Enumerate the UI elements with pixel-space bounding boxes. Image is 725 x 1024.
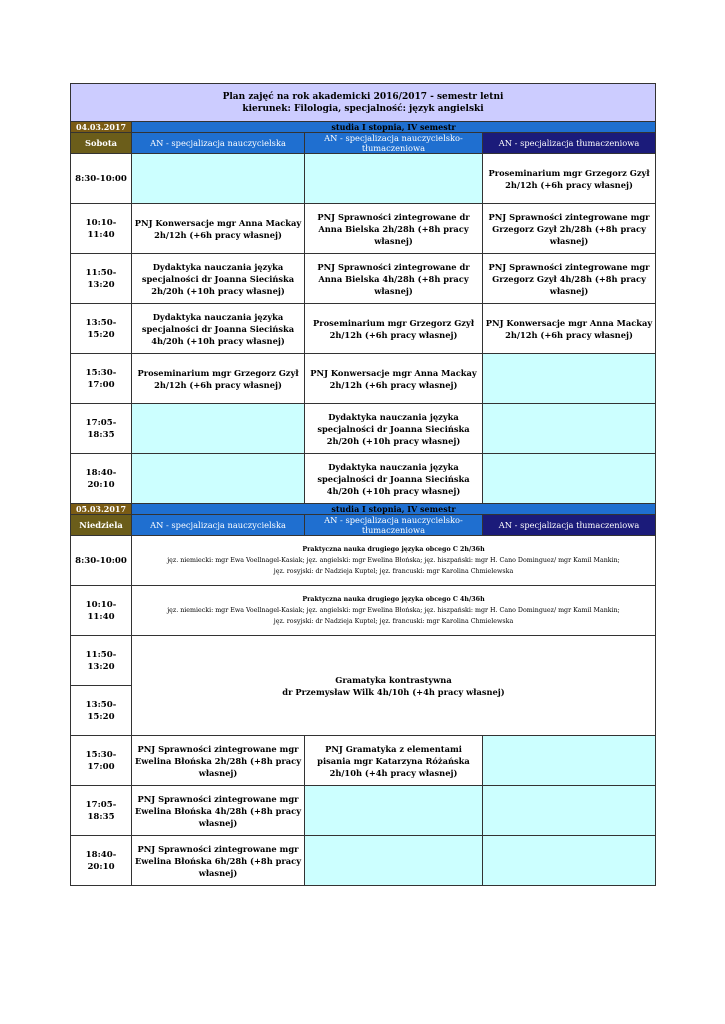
spec-header-tlumaczeniowa: AN - specjalizacja tłumaczeniowa <box>483 133 656 154</box>
grammar-class-teacher: dr Przemysław Wilk 4h/10h (+4h pracy własnej) <box>282 686 505 697</box>
spec-header-tlumaczeniowa: AN - specjalizacja tłumaczeniowa <box>483 515 656 536</box>
time-slot: 18:40-20:10 <box>71 454 132 504</box>
spec-header-nauczycielska: AN - specjalizacja nauczycielska <box>132 515 305 536</box>
class-cell: PNJ Konwersacje mgr Anna Mackay 2h/12h (+6h pracy własnej) <box>305 354 483 404</box>
class-cell: PNJ Sprawności zintegrowane mgr Ewelina Błońska 2h/28h (+8h pracy własnej) <box>132 736 305 786</box>
class-cell: Proseminarium mgr Grzegorz Gzył 2h/12h (+6h pracy własnej) <box>132 354 305 404</box>
class-cell: PNJ Konwersacje mgr Anna Mackay 2h/12h (+6h pracy własnej) <box>132 204 305 254</box>
grammar-class-cell <box>132 636 656 736</box>
language-class-teachers: jęz. niemiecki: mgr Ewa Voellnagel-Kasiak; jęz. angielski: mgr Ewelina Błońska; jęz. hiszpański: mgr H. Cano Dominguez/ mgr Kamil Mankin; <box>167 557 620 564</box>
time-slot: 10:10-11:40 <box>71 586 132 636</box>
page-title <box>71 84 656 122</box>
time-slot: 8:30-10:00 <box>71 536 132 586</box>
class-cell: Dydaktyka nauczania języka specjalności dr Joanna Siecińska 4h/20h (+10h pracy własnej) <box>132 304 305 354</box>
class-cell: Dydaktyka nauczania języka specjalności dr Joanna Siecińska 2h/20h (+10h pracy własnej) <box>305 404 483 454</box>
class-cell: Dydaktyka nauczania języka specjalności dr Joanna Siecińska 2h/20h (+10h pracy własnej) <box>132 254 305 304</box>
class-cell-empty <box>132 404 305 454</box>
time-slot: 15:30-17:00 <box>71 354 132 404</box>
class-cell: PNJ Sprawności zintegrowane mgr Grzegorz Gzył 2h/28h (+8h pracy własnej) <box>483 204 656 254</box>
time-slot: 13:50-15:20 <box>71 304 132 354</box>
language-class-cell <box>132 586 656 636</box>
language-class-teachers: jęz. niemiecki: mgr Ewa Voellnagel-Kasiak; jęz. angielski: mgr Ewelina Błońska; jęz. hiszpański: mgr H. Cano Dominguez/ mgr Kamil Mankin; <box>167 607 620 614</box>
class-cell-empty <box>305 154 483 204</box>
class-cell: Dydaktyka nauczania języka specjalności dr Joanna Siecińska 4h/20h (+10h pracy własnej) <box>305 454 483 504</box>
language-class-cell <box>132 536 656 586</box>
class-cell-empty <box>132 454 305 504</box>
date-sunday: 05.03.2017 <box>71 504 132 515</box>
class-cell-empty <box>483 736 656 786</box>
class-cell: PNJ Sprawności zintegrowane mgr Grzegorz Gzył 4h/28h (+8h pracy własnej) <box>483 254 656 304</box>
class-cell-empty <box>305 786 483 836</box>
schedule-sheet <box>70 83 655 886</box>
class-cell: PNJ Konwersacje mgr Anna Mackay 2h/12h (+6h pracy własnej) <box>483 304 656 354</box>
title-line2: kierunek: Filologia, specjalność: język angielski <box>242 103 484 114</box>
time-slot: 15:30-17:00 <box>71 736 132 786</box>
class-cell: Proseminarium mgr Grzegorz Gzył 2h/12h (+6h pracy własnej) <box>483 154 656 204</box>
class-cell: PNJ Sprawności zintegrowane dr Anna Bielska 4h/28h (+8h pracy własnej) <box>305 254 483 304</box>
time-slot: 11:50-13:20 <box>71 254 132 304</box>
time-slot: 17:05-18:35 <box>71 404 132 454</box>
class-cell-empty <box>483 404 656 454</box>
studia-label-saturday: studia I stopnia, IV semestr <box>132 122 656 133</box>
title-line1: Plan zajęć na rok akademicki 2016/2017 - semestr letni <box>222 91 504 102</box>
time-slot: 18:40-20:10 <box>71 836 132 886</box>
spec-header-nauczycielsko-tlumaczeniowa: AN - specjalizacja nauczycielsko-tłumaczeniowa <box>305 515 483 536</box>
class-cell: Proseminarium mgr Grzegorz Gzył 2h/12h (+6h pracy własnej) <box>305 304 483 354</box>
date-saturday: 04.03.2017 <box>71 122 132 133</box>
class-cell: PNJ Sprawności zintegrowane mgr Ewelina Błońska 6h/28h (+8h pracy własnej) <box>132 836 305 886</box>
class-cell: PNJ Sprawności zintegrowane mgr Ewelina Błońska 4h/28h (+8h pracy własnej) <box>132 786 305 836</box>
time-slot: 10:10-11:40 <box>71 204 132 254</box>
class-cell-empty <box>305 836 483 886</box>
studia-label-sunday: studia I stopnia, IV semestr <box>132 504 656 515</box>
day-label-saturday: Sobota <box>71 133 132 154</box>
language-class-teachers: jęz. rosyjski: dr Nadzieja Kuptel; jęz. francuski: mgr Karolina Chmielewska <box>273 618 514 625</box>
schedule-table <box>70 83 656 886</box>
day-label-sunday: Niedziela <box>71 515 132 536</box>
class-cell-empty <box>132 154 305 204</box>
class-cell-empty <box>483 454 656 504</box>
time-slot: 17:05-18:35 <box>71 786 132 836</box>
grammar-class-title: Gramatyka kontrastywna <box>335 674 452 685</box>
class-cell: PNJ Sprawności zintegrowane dr Anna Bielska 2h/28h (+8h pracy własnej) <box>305 204 483 254</box>
time-slot: 13:50-15:20 <box>71 686 132 736</box>
class-cell-empty <box>483 786 656 836</box>
spec-header-nauczycielsko-tlumaczeniowa: AN - specjalizacja nauczycielsko-tłumaczeniowa <box>305 133 483 154</box>
language-class-title: Praktyczna nauka drugiego języka obcego C 2h/36h <box>302 546 485 553</box>
time-slot: 8:30-10:00 <box>71 154 132 204</box>
time-slot: 11:50-13:20 <box>71 636 132 686</box>
class-cell-empty <box>483 836 656 886</box>
spec-header-nauczycielska: AN - specjalizacja nauczycielska <box>132 133 305 154</box>
class-cell: PNJ Gramatyka z elementami pisania mgr Katarzyna Różańska 2h/10h (+4h pracy własnej) <box>305 736 483 786</box>
language-class-teachers: jęz. rosyjski: dr Nadzieja Kuptel; jęz. francuski: mgr Karolina Chmielewska <box>273 568 514 575</box>
language-class-title: Praktyczna nauka drugiego języka obcego C 4h/36h <box>302 596 485 603</box>
class-cell-empty <box>483 354 656 404</box>
